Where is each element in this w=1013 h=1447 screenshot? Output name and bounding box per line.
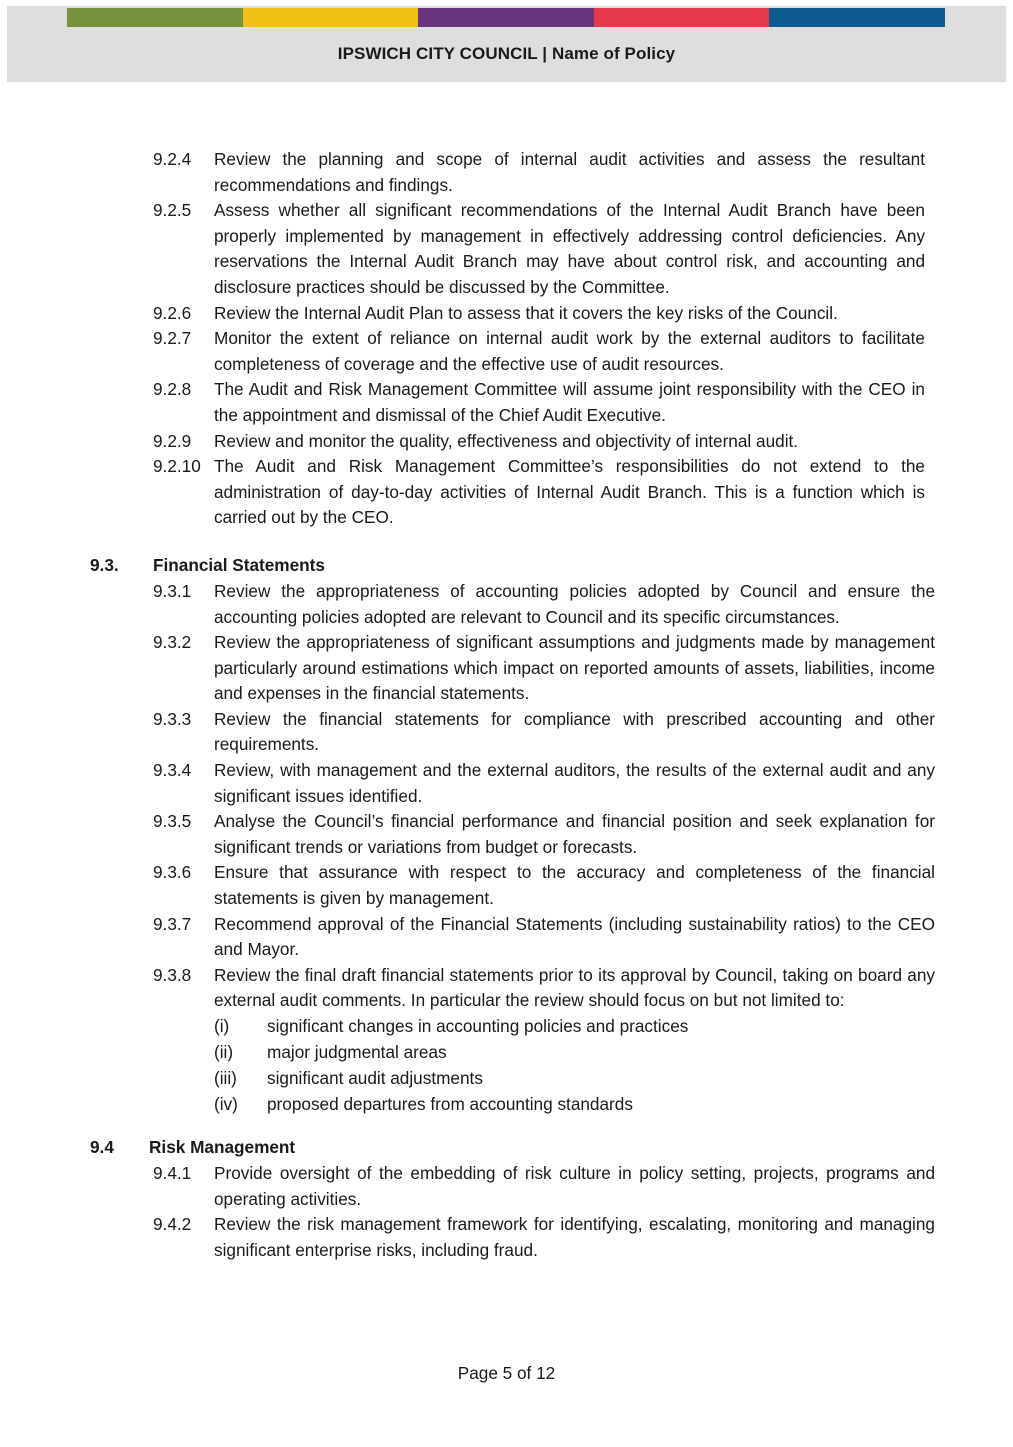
list-item [0, 326, 1013, 377]
item-text: Review the planning and scope of internal audit activities and assess the resultant recommendations and findings. [214, 149, 925, 195]
section-heading-financial-statements [0, 553, 1013, 579]
sub-list-item [0, 1066, 1013, 1092]
item-number: 9.3.8 [153, 964, 192, 985]
color-bar-segment-purple [418, 8, 594, 27]
item-number: 9.3.3 [153, 708, 192, 729]
item-text: Recommend approval of the Financial Statements (including sustainability ratios) to the CEO and Mayor. [214, 913, 935, 960]
item-number: 9.3.2 [153, 632, 192, 653]
section-number: 9.4 [90, 1137, 114, 1157]
item-text: Review the final draft financial statements prior to its approval by Council, taking on board any external audit comments. In particular the review should focus on but not limited to: [214, 964, 935, 1011]
list-item [0, 429, 1013, 455]
item-number: 9.4.2 [153, 1214, 192, 1235]
item-text: The Audit and Risk Management Committee’s responsibilities do not extend to the administration of day-to-day activities of Internal Audit Branch. This is a function which is carried out by the CEO. [214, 456, 925, 528]
page-number: Page 5 of 12 [457, 1363, 556, 1383]
list-item [0, 707, 1013, 758]
list-item [0, 579, 1013, 630]
list-item [0, 1161, 1013, 1212]
item-number: 9.3.5 [153, 811, 192, 832]
list-item [0, 198, 1013, 300]
color-bar-segment-red [594, 8, 770, 27]
item-text: Review the financial statements for compliance with prescribed accounting and other requirements. [214, 708, 935, 755]
item-text: The Audit and Risk Management Committee will assume joint responsibility with the CEO in the appointment and dismissal of the Chief Audit Executive. [214, 379, 925, 425]
list-item [0, 301, 1013, 327]
item-number: 9.3.6 [153, 862, 192, 883]
item-number: 9.2.7 [153, 328, 192, 349]
color-bar-segment-blue [769, 8, 945, 27]
item-text: Review the risk management framework for identifying, escalating, monitoring and managing significant enterprise risks, including fraud. [214, 1214, 935, 1260]
item-number: 9.4.1 [153, 1163, 192, 1183]
item-number: 9.3.7 [153, 913, 192, 934]
item-number: 9.2.9 [153, 430, 192, 451]
section-number: 9.3. [90, 554, 119, 575]
color-bar-segment-olive [67, 8, 243, 27]
sub-item-number: (iv) [214, 1094, 238, 1114]
sub-list-item [0, 1092, 1013, 1118]
header-color-bar [67, 8, 945, 27]
sub-list-item [0, 1014, 1013, 1040]
item-text: Ensure that assurance with respect to the accuracy and completeness of the financial statements is given by management. [214, 862, 935, 909]
list-item [0, 860, 1013, 911]
item-number: 9.2.8 [153, 379, 192, 400]
list-item [0, 147, 1013, 198]
list-item [0, 809, 1013, 860]
sub-item-number: (ii) [214, 1042, 234, 1062]
item-number: 9.2.4 [153, 149, 192, 169]
list-item [0, 963, 1013, 1014]
sub-item-text: major judgmental areas [267, 1042, 447, 1062]
list-item [0, 758, 1013, 809]
sub-item-text: proposed departures from accounting standards [267, 1094, 633, 1114]
item-text: Assess whether all significant recommendations of the Internal Audit Branch have been properly implemented by management in effectively addressing control deficiencies. Any reservations the Internal Audit Branch may have about control risk, and accounting and disclosure practices should be discussed by the Committee. [214, 200, 925, 297]
item-number: 9.3.1 [153, 580, 192, 601]
sub-item-number: (i) [214, 1016, 230, 1036]
color-bar-segment-yellow [243, 8, 419, 27]
page-header [7, 6, 1006, 82]
item-text: Review and monitor the quality, effectiveness and objectivity of internal audit. [214, 430, 799, 451]
list-item [0, 377, 1013, 428]
item-text: Review, with management and the external auditors, the results of the external audit and any significant issues identified. [214, 760, 935, 806]
list-item [0, 630, 1013, 707]
item-number: 9.2.10 [153, 456, 201, 477]
header-title: IPSWICH CITY COUNCIL | Name of Policy [337, 44, 676, 63]
item-text: Monitor the extent of reliance on internal audit work by the external auditors to facilitate completeness of coverage and the effective use of audit resources. [214, 328, 925, 374]
section-heading-risk-management [0, 1135, 1013, 1161]
sub-item-text: significant changes in accounting policies and practices [267, 1016, 689, 1036]
list-item [0, 1212, 1013, 1263]
sub-item-number: (iii) [214, 1068, 237, 1088]
item-number: 9.3.4 [153, 760, 192, 781]
item-text: Review the appropriateness of accounting policies adopted by Council and ensure the accounting policies adopted are relevant to Council and its specific circumstances. [214, 580, 935, 627]
item-number: 9.2.5 [153, 200, 192, 221]
section-title: Financial Statements [153, 554, 325, 575]
sub-item-text: significant audit adjustments [267, 1068, 483, 1088]
sub-list-item [0, 1040, 1013, 1066]
item-text: Analyse the Council’s financial performance and financial position and seek explanation for significant trends or variations from budget or forecasts. [214, 811, 935, 857]
item-number: 9.2.6 [153, 302, 192, 323]
item-text: Provide oversight of the embedding of risk culture in policy setting, projects, programs and operating activities. [214, 1163, 935, 1209]
spacer [0, 1118, 1013, 1135]
document-body [0, 147, 1013, 1263]
list-item [0, 912, 1013, 963]
item-text: Review the appropriateness of significant assumptions and judgments made by management particularly around estimations which impact on reported amounts of assets, liabilities, income and expenses in the financial statements. [214, 632, 935, 704]
section-title: Risk Management [149, 1137, 296, 1157]
list-item [0, 454, 1013, 531]
item-text: Review the Internal Audit Plan to assess that it covers the key risks of the Council. [214, 302, 838, 323]
spacer [0, 531, 1013, 553]
